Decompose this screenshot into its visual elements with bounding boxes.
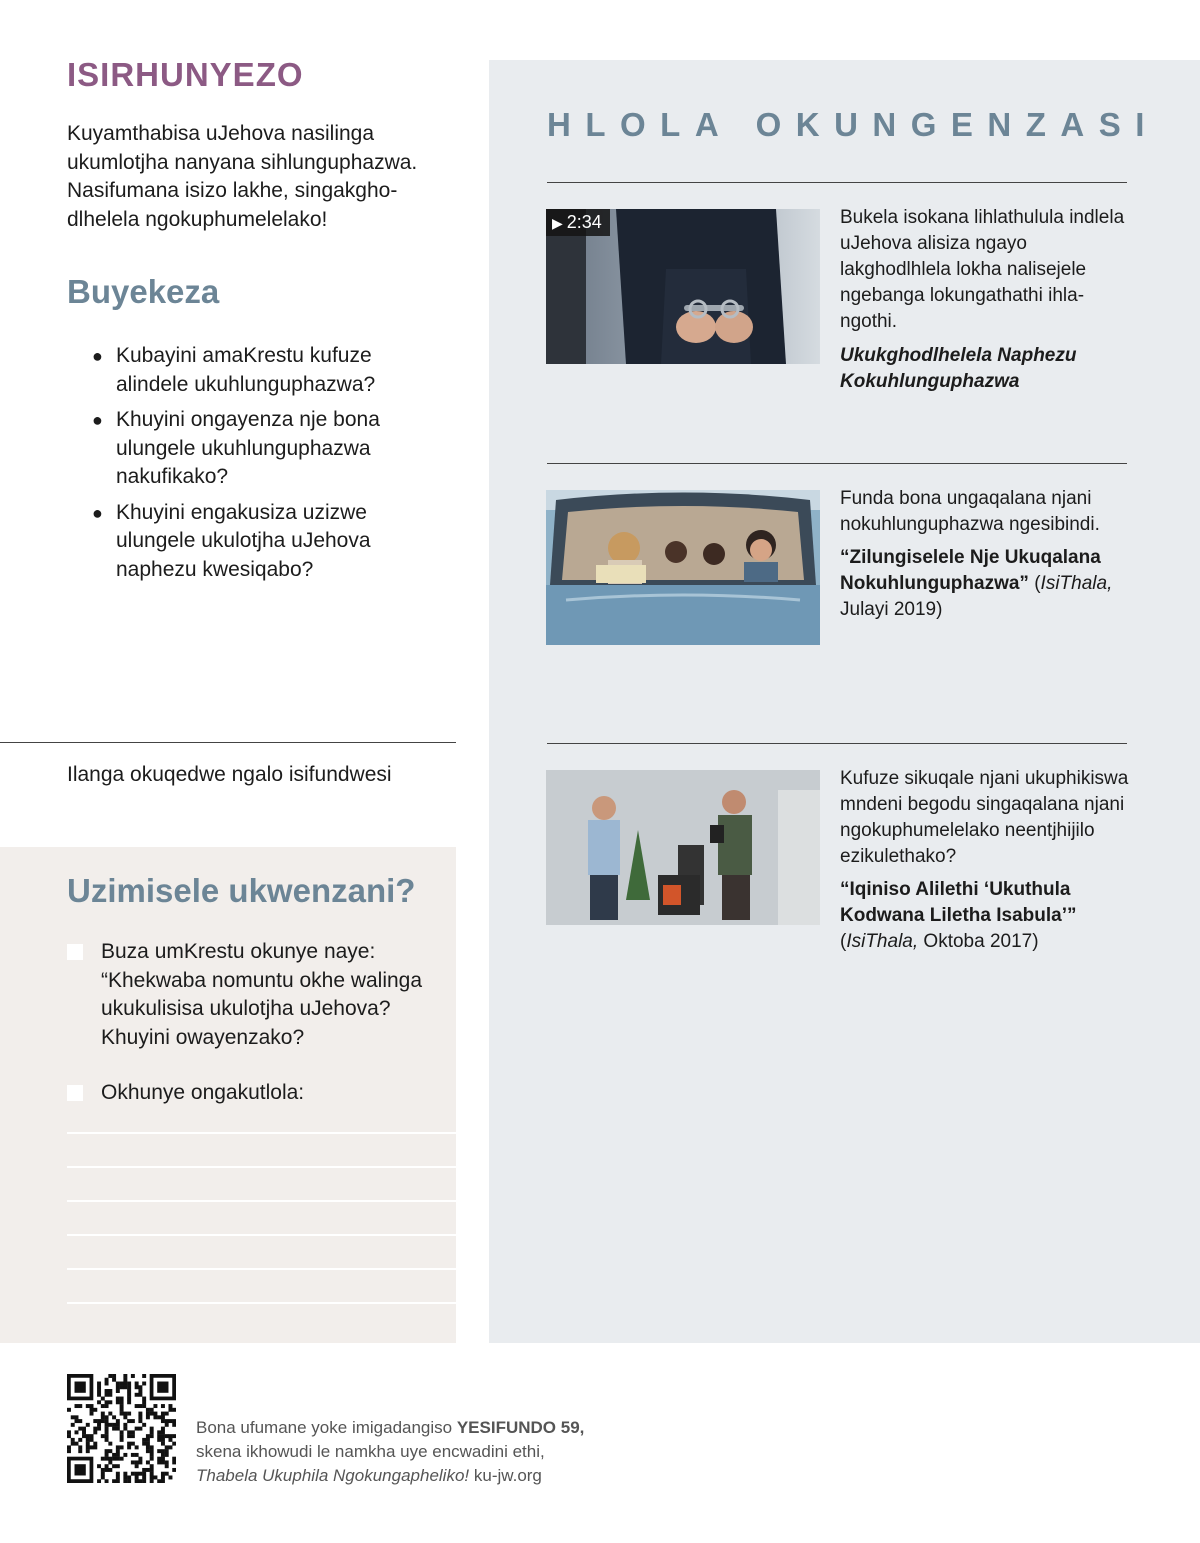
article-thumbnail[interactable] (546, 770, 820, 925)
goal-checkbox[interactable] (67, 944, 83, 960)
resource-title[interactable]: “Zilungiselele Nje Ukuqalana Nokuhlunguphazwa” (IsiThala, Julayi 2019) (840, 547, 1113, 620)
write-line[interactable] (67, 1234, 456, 1236)
list-item (92, 406, 422, 492)
review-question: Khuyini engakusiza uzizwe ulungele ukulotjha uJehova naphezu kwesiqabo? (116, 500, 371, 581)
resource-description: Funda bona ungaqalana njani nokuhlunguphazwa ngesibindi. (840, 488, 1100, 535)
resource-title[interactable]: “Iqiniso Alilethi ‘Ukuthula Kodwana Liletha Isabula’” (IsiThala, Oktoba 2017) (840, 879, 1077, 952)
publication-date: Julayi 2019) (840, 599, 943, 620)
family-in-car-image (546, 490, 820, 645)
resource-title[interactable] (840, 343, 1130, 395)
goal-checkbox[interactable] (67, 1085, 83, 1101)
review-heading: Buyekeza (67, 273, 220, 310)
summary-heading: ISIRHUNYEZO (67, 56, 304, 93)
publication-name: IsiThala, (846, 931, 919, 952)
publication-date: Oktoba 2017) (918, 931, 1039, 952)
book-title: Thabela Ukuphila Ngokungapheliko! (196, 1466, 470, 1485)
write-line[interactable] (67, 1268, 456, 1270)
lesson-number: YESIFUNDO 59, (456, 1418, 585, 1437)
play-icon: ▶ (552, 215, 563, 231)
video-thumbnail[interactable] (546, 209, 820, 364)
write-line[interactable] (67, 1200, 456, 1202)
goal-item (67, 938, 437, 1052)
video-duration: 2:34 (566, 212, 602, 232)
write-line[interactable] (67, 1132, 456, 1134)
family-opposition-image (546, 770, 820, 925)
summary-text: Kuyamthabisa uJehova nasilinga ukumlotjha nanyana sihlunguphazwa. Nasifumana isizo lakhe, singakghodlhelela ngokuphumelelako! (67, 122, 418, 231)
resource-title-text: “Zilungiselele Nje Ukuqalana Nokuhlunguphazwa” (840, 547, 1101, 594)
bullet-icon: ● (92, 346, 103, 366)
list-item (92, 499, 422, 585)
review-list (92, 342, 422, 591)
review-question: Kubayini amaKrestu kufuze alindele ukuhlunguphazwa? (116, 344, 376, 396)
qr-code[interactable] (67, 1374, 176, 1483)
website-link[interactable]: ku-jw.org (469, 1466, 542, 1485)
video-duration-badge (546, 209, 610, 236)
bullet-icon: ● (92, 410, 103, 430)
publication-name: IsiThala, (1040, 573, 1113, 594)
divider (547, 743, 1127, 744)
divider (547, 182, 1127, 183)
goal-text: Buza umKrestu okunye naye: “Khekwaba nomuntu okhe walinga ukukulisisa ukulotjha uJehova? Khuyini owayenzako? (101, 940, 423, 1049)
bullet-icon: ● (92, 502, 103, 523)
write-line[interactable] (67, 1302, 456, 1304)
resource-description: Bukela isokana lihlathulula indlela uJehova alisiza ngayo lakghodlhlela lokha nalisejele ngebanga lokungathathi ihlangothi. (840, 207, 1125, 332)
review-question: Khuyini ongayenza nje bona ulungele ukuhlunguphazwa nakufikako? (116, 408, 380, 488)
divider (547, 463, 1127, 464)
divider (0, 742, 456, 743)
date-label: Ilanga okuqedwe ngalo isifundwesi (67, 763, 392, 786)
resource-title-text: Ukukghodlhelela Naphezu Kokuhlunguphazwa (840, 345, 1077, 392)
footer-text: Bona ufumane yoke imigadangiso YESIFUNDO 59, skena ikhowudi le namkha uye encwadini ethi, Thabela Ukuphila Ngokungapheliko! ku-jw.org (196, 1418, 585, 1485)
resource-description: Kufuze sikuqale njani ukuphikiswa mndeni begodu singaqalana njani ngokuphumelelako neentjhijilo ezikulethako? (840, 768, 1129, 867)
goal-text: Okhunye ongakutlola: (101, 1081, 305, 1104)
article-thumbnail[interactable] (546, 490, 820, 645)
list-item (92, 342, 422, 399)
write-line[interactable] (67, 1166, 456, 1168)
explore-heading: HLOLA OKUNGENZASI (547, 106, 1159, 143)
goal-item (67, 1079, 437, 1108)
goals-heading: Uzimisele ukwenzani? (67, 872, 416, 909)
qr-code-image (67, 1374, 176, 1483)
resource-title-text: “Iqiniso Alilethi ‘Ukuthula Kodwana Liletha Isabula’” (840, 879, 1077, 926)
